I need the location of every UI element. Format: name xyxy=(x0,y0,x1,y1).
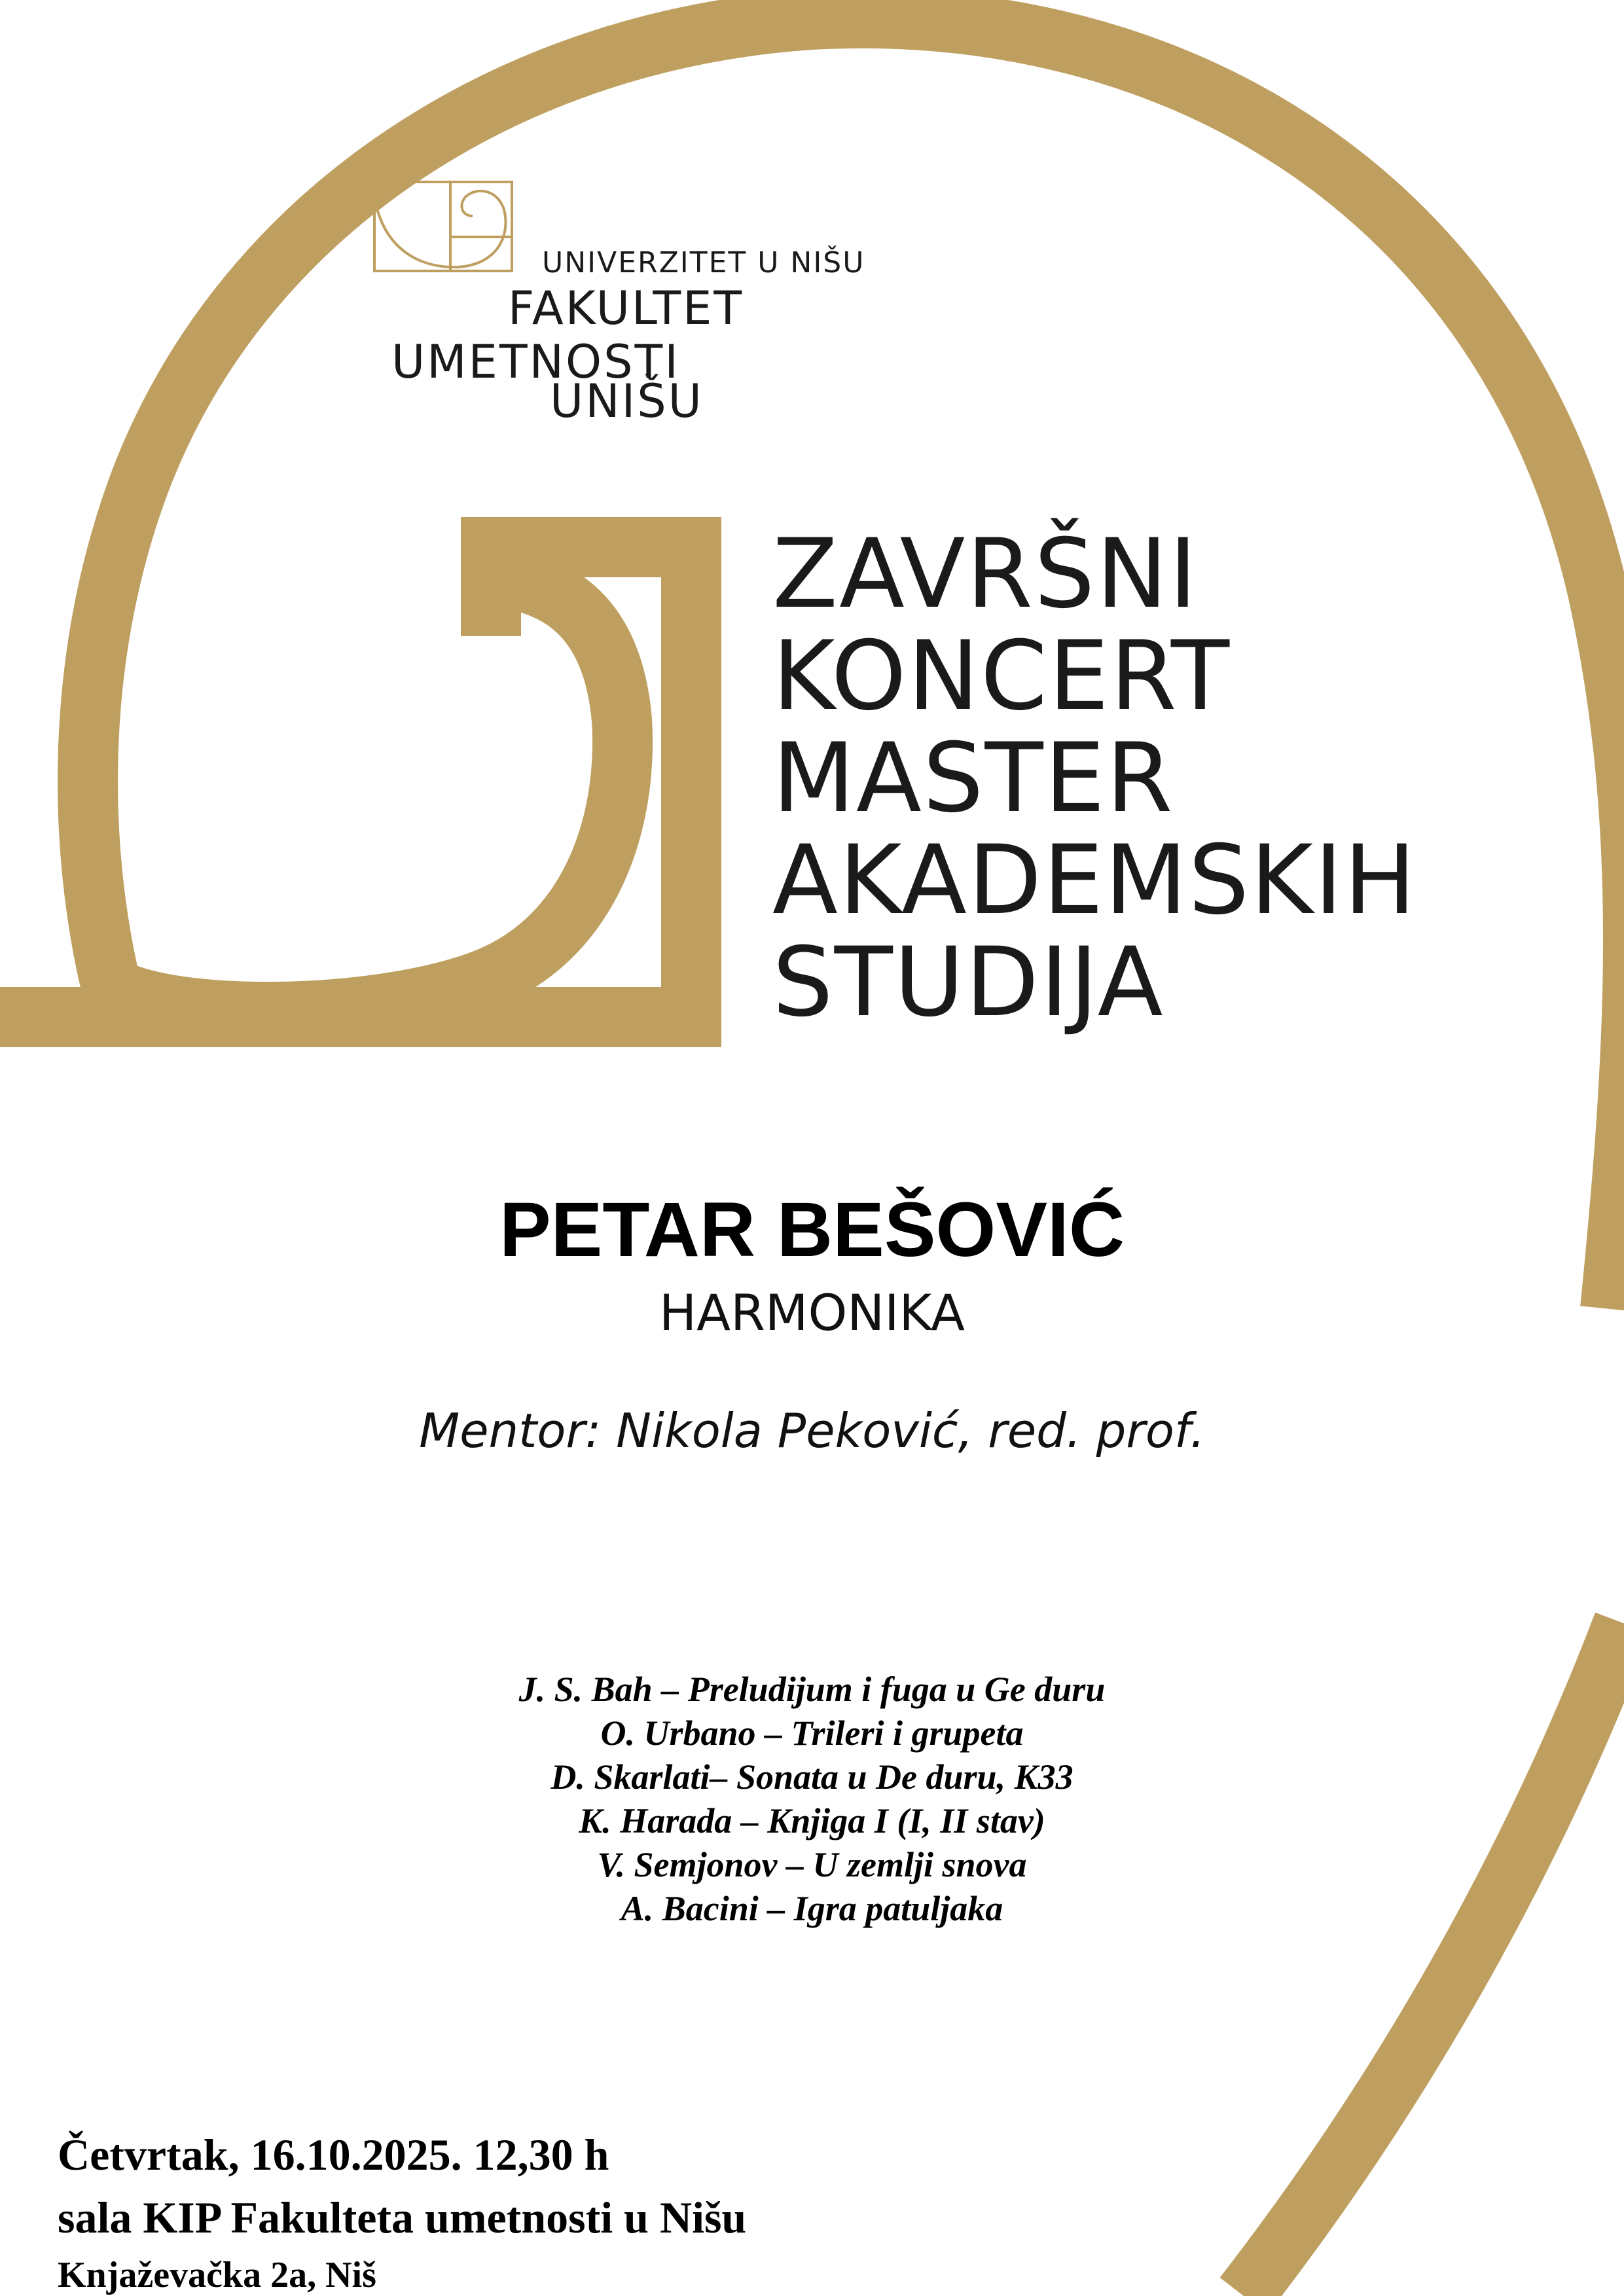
performer-name: PETAR BEŠOVIĆ xyxy=(499,1187,1125,1273)
faculty-line-unisu: UNIŠU xyxy=(550,374,704,428)
concert-title xyxy=(772,518,1417,1038)
title-line: KONCERT xyxy=(772,620,1231,732)
title-line: AKADEMSKIH xyxy=(772,825,1417,936)
spiral-inner-arc xyxy=(111,576,623,1012)
logo-left-stub xyxy=(461,517,521,636)
faculty-line-umetnosti: UMETNOSTI xyxy=(391,335,680,389)
event-venue: sala KIP Fakulteta umetnosti u Nišu xyxy=(58,2193,747,2242)
program-item: K. Harada – Knjiga I (I, II stav) xyxy=(579,1801,1045,1840)
program-item: A. Bacini – Igra patuljaka xyxy=(621,1889,1003,1928)
title-line: MASTER xyxy=(772,723,1174,834)
title-line: STUDIJA xyxy=(772,927,1164,1038)
event-address: Knjaževačka 2a, Niš xyxy=(58,2255,376,2295)
program-item: V. Semjonov – U zemlji snova xyxy=(597,1845,1027,1884)
logo-bottom-bar xyxy=(0,987,721,1047)
performer-instrument: HARMONIKA xyxy=(659,1283,965,1342)
title-line: ZAVRŠNI xyxy=(772,518,1199,630)
program-item: D. Skarlati– Sonata u De duru, K33 xyxy=(550,1757,1074,1797)
faculty-line-fakultet: FAKULTET xyxy=(508,281,744,335)
program-list xyxy=(0,1668,1624,1931)
university-name: UNIVERZITET U NIŠU xyxy=(542,246,865,279)
program-item: O. Urbano – Trileri i grupeta xyxy=(600,1713,1024,1753)
event-date-time: Četvrtak, 16.10.2025. 12,30 h xyxy=(58,2130,609,2179)
logo-right-bar xyxy=(661,517,721,1047)
program-item: J. S. Bah – Preludijum i fuga u Ge duru xyxy=(518,1670,1106,1709)
mentor-line: Mentor: Nikola Peković, red. prof. xyxy=(419,1403,1205,1458)
